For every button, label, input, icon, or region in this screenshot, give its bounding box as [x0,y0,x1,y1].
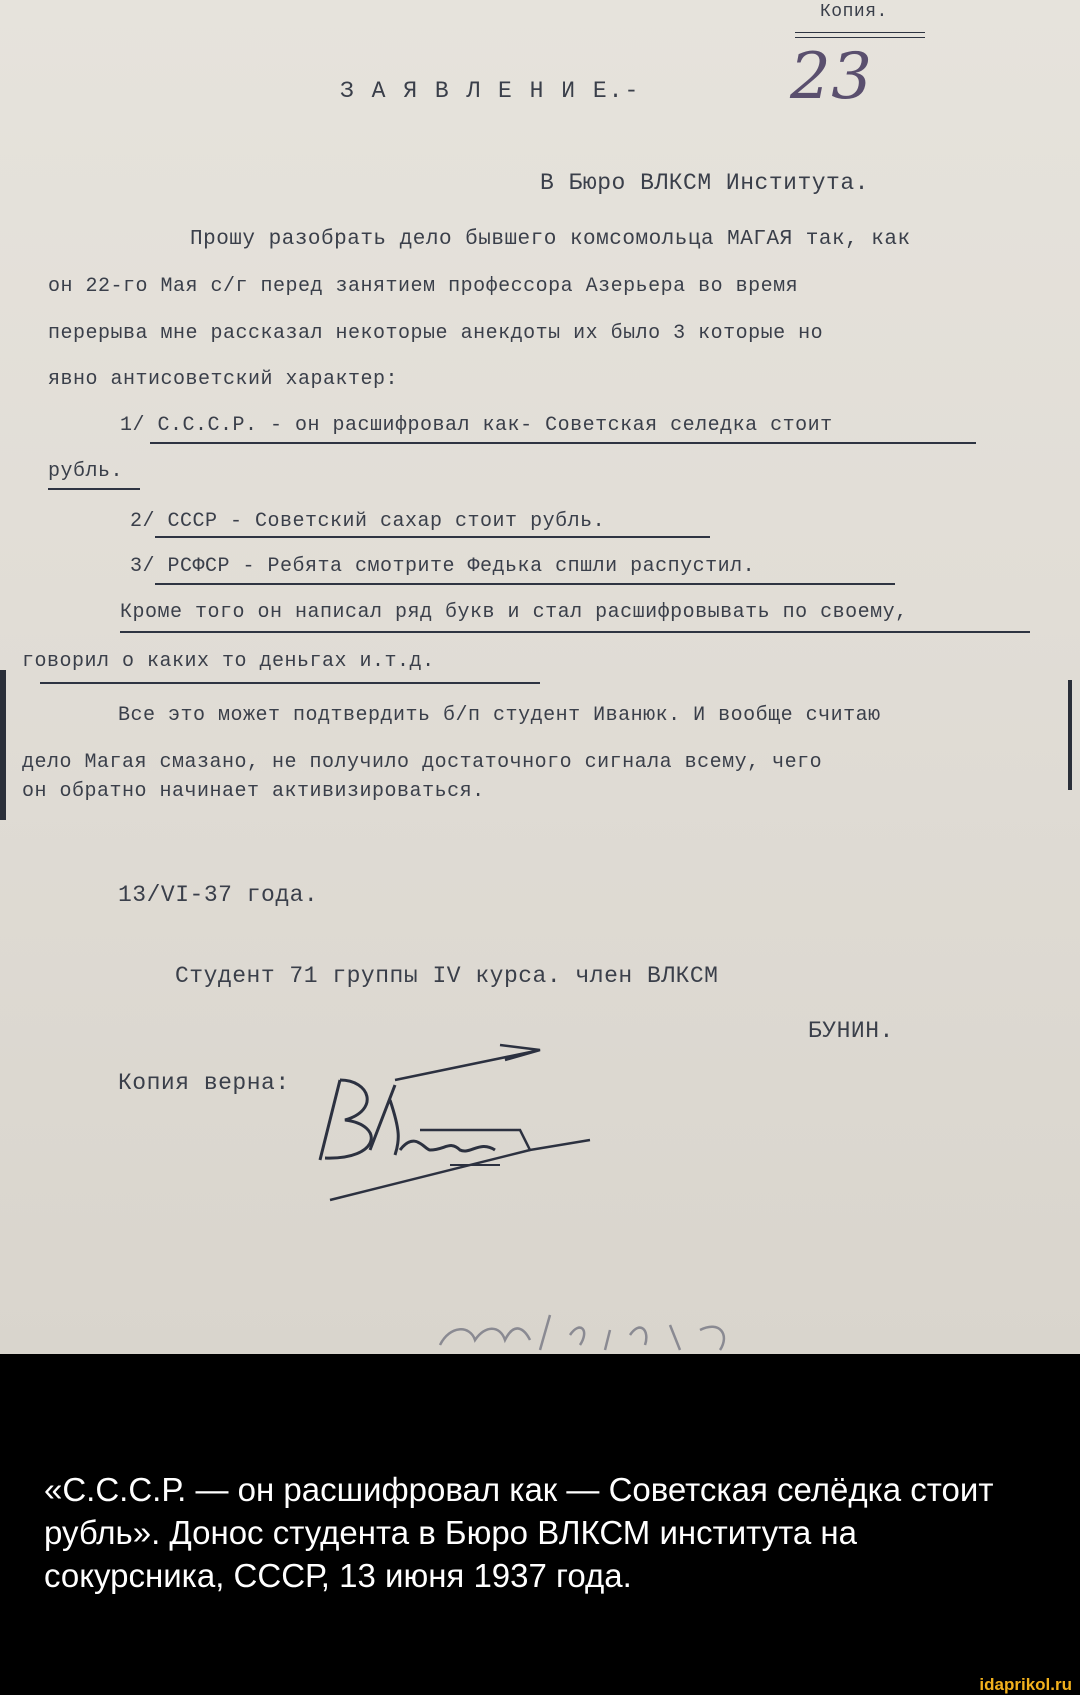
underline-line-5 [150,442,976,444]
body-line-5: 1/ С.С.С.Р. - он расшифровал как- Советская селедка стоит [120,414,833,437]
body-line-6: рубль. [48,460,124,483]
body-line-1: Прошу разобрать дело бывшего комсомольца МАГАЯ так, как [190,228,911,251]
underline-line-6 [48,488,140,490]
signature-line: Студент 71 группы IV курса. член ВЛКСМ [175,963,719,989]
handwritten-number: 23 [790,40,873,114]
document-date: 13/VI-37 года. [118,882,319,908]
footer-bar [0,1672,1080,1695]
body-line-11: Все это может подтвердить б/п студент Иванюк. И вообще считаю [118,704,881,727]
underline-line-8 [155,583,895,585]
copy-mark-underline-2 [795,37,925,38]
body-line-4: явно антисоветский характер: [48,368,399,391]
underline-line-9 [120,631,1030,633]
underline-line-7 [155,536,710,538]
addressee: В Бюро ВЛКСМ Института. [540,170,869,196]
body-line-7: 2/ СССР - Советский сахар стоит рубль. [130,510,606,533]
watermark: idaprikol.ru [979,1675,1072,1694]
margin-bar-right [1068,680,1072,790]
margin-bar-left [0,670,6,820]
copy-mark-underline [795,32,925,33]
copy-mark: Копия. [820,2,888,22]
handwritten-signature [300,1040,620,1210]
body-line-3: перерыва мне рассказал некоторые анекдоты их было 3 которые но [48,322,824,345]
body-line-2: он 22-го Мая с/г перед занятием профессора Азерьера во время [48,275,799,298]
body-line-8: 3/ РСФСР - Ребята смотрите Федька спшли распустил. [130,555,756,578]
underline-line-10 [40,682,540,684]
body-line-9: Кроме того он написал ряд букв и стал расшифровывать по своему, [120,601,908,624]
document-title: З А Я В Л Е Н И Е.- [340,78,641,104]
copy-verified-label: Копия верна: [118,1070,290,1096]
body-line-13: он обратно начинает активизироваться. [22,780,485,803]
archive-handwriting [430,1295,770,1354]
body-line-10: говорил о каких то деньгах и.т.д. [22,650,435,673]
caption-text: «С.С.С.Р. — он расшифровал как — Советская селёдка стоит рубль». Донос студента в Бюро ВЛКСМ института на сокурсника, СССР, 13 июня 1937 года. [44,1471,994,1594]
body-line-12: дело Магая смазано, не получило достаточного сигнала всему, чего [22,751,823,774]
signer-name: БУНИН. [808,1018,894,1044]
